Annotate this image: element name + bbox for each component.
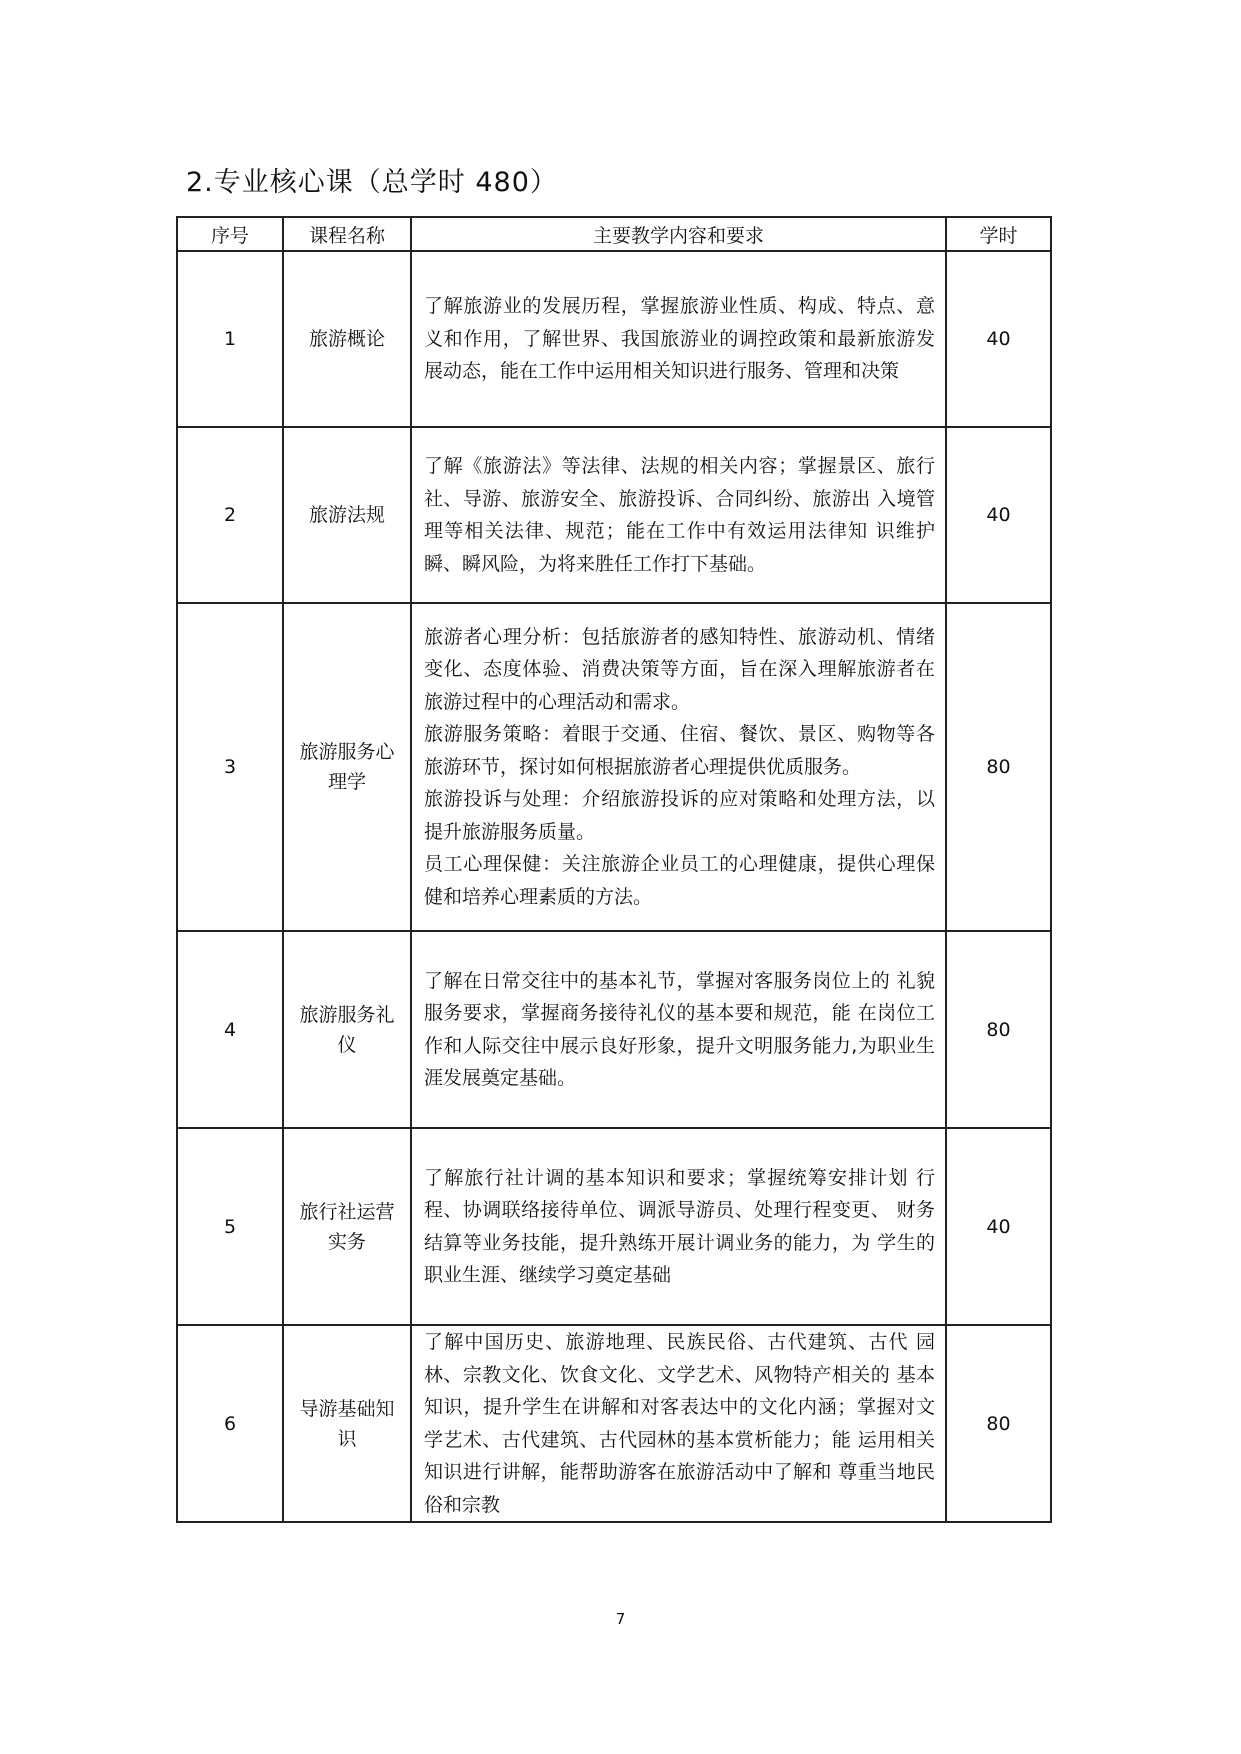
row-hours: 80 [946, 603, 1051, 931]
row-hours: 80 [946, 931, 1051, 1128]
content-paragraph: 旅游者心理分析：包括旅游者的感知特性、旅游动机、情绪变化、态度体验、消费决策等方面，旨在深入理解旅游者在旅游过程中的心理活动和需求。 [424, 625, 935, 713]
row-content [411, 603, 946, 931]
row-course-name: 旅游法规 [283, 427, 411, 603]
core-course-table [176, 216, 1052, 1523]
header-content: 主要教学内容和要求 [411, 217, 946, 251]
section-heading: 2.专业核心课（总学时 480） [186, 167, 558, 198]
content-paragraph: 了解在日常交往中的基本礼节，掌握对客服务岗位上的 礼貌服务要求，掌握商务接待礼仪的基本要和规范，能 在岗位工作和人际交往中展示良好形象，提升文明服务能力,为职业生涯发展奠定基础。 [424, 969, 935, 1089]
table-row [177, 427, 1051, 603]
row-hours: 40 [946, 1128, 1051, 1325]
row-no: 6 [177, 1325, 283, 1522]
content-paragraph: 了解中国历史、旅游地理、民族民俗、古代建筑、古代 园林、宗教文化、饮食文化、文学艺术、风物特产相关的 基本知识，提升学生在讲解和对客表达中的文化内涵；掌握对文学艺术、古代建筑、古代园林的基本赏析能力；能 运用相关知识进行讲解，能帮助游客在旅游活动中了解和 尊重当地民俗和宗教 [424, 1331, 935, 1516]
row-course-name: 旅游服务心理学 [283, 603, 411, 931]
row-content [411, 1128, 946, 1325]
row-course-name: 旅游服务礼仪 [283, 931, 411, 1128]
row-no: 3 [177, 603, 283, 931]
row-no: 4 [177, 931, 283, 1128]
row-no: 5 [177, 1128, 283, 1325]
page-number: 7 [615, 1610, 626, 1628]
content-paragraph: 旅游投诉与处理：介绍旅游投诉的应对策略和处理方法，以提升旅游服务质量。 [424, 788, 935, 843]
table-header-row [177, 217, 1051, 251]
content-paragraph: 员工心理保健：关注旅游企业员工的心理健康，提供心理保健和培养心理素质的方法。 [424, 853, 935, 908]
row-hours: 40 [946, 251, 1051, 427]
header-name: 课程名称 [283, 217, 411, 251]
header-hours: 学时 [946, 217, 1051, 251]
row-hours: 80 [946, 1325, 1051, 1522]
row-hours: 40 [946, 427, 1051, 603]
row-no: 2 [177, 427, 283, 603]
content-paragraph: 了解旅游业的发展历程，掌握旅游业性质、构成、特点、意义和作用，了解世界、我国旅游业的调控政策和最新旅游发展动态，能在工作中运用相关知识进行服务、管理和决策 [424, 295, 935, 383]
table-row [177, 1325, 1051, 1522]
table-row [177, 931, 1051, 1128]
row-course-name: 旅行社运营实务 [283, 1128, 411, 1325]
content-paragraph: 了解《旅游法》等法律、法规的相关内容；掌握景区、旅行社、导游、旅游安全、旅游投诉、合同纠纷、旅游出 入境管理等相关法律、规范；能在工作中有效运用法律知 识维护瞬、瞬风险，为将来胜任工作打下基础。 [424, 455, 935, 575]
row-no: 1 [177, 251, 283, 427]
row-course-name: 导游基础知识 [283, 1325, 411, 1522]
row-content [411, 251, 946, 427]
table-row [177, 251, 1051, 427]
row-content [411, 427, 946, 603]
header-no: 序号 [177, 217, 283, 251]
content-paragraph: 旅游服务策略：着眼于交通、住宿、餐饮、景区、购物等各旅游环节，探讨如何根据旅游者心理提供优质服务。 [424, 723, 935, 778]
row-content [411, 1325, 946, 1522]
row-content [411, 931, 946, 1128]
row-course-name: 旅游概论 [283, 251, 411, 427]
content-paragraph: 了解旅行社计调的基本知识和要求；掌握统筹安排计划 行程、协调联络接待单位、调派导游员、处理行程变更、 财务结算等业务技能，提升熟练开展计调业务的能力，为 学生的职业生涯、继续学习奠定基础 [424, 1166, 935, 1286]
table-row [177, 1128, 1051, 1325]
table-row [177, 603, 1051, 931]
